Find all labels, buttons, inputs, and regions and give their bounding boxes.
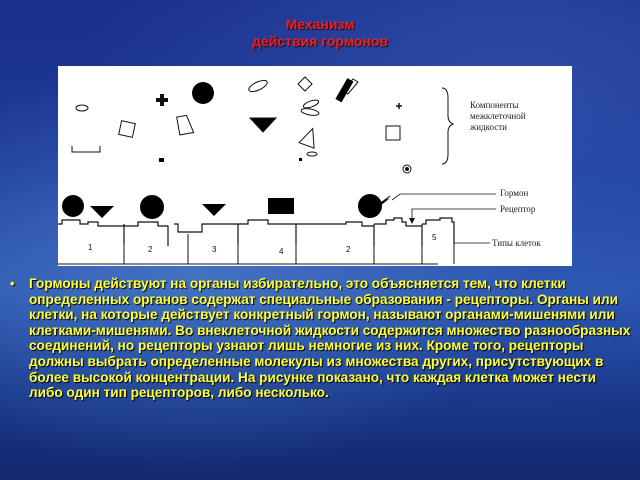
bracket-shape [72,146,100,152]
cell-membrane [58,218,454,246]
cell-walls [124,224,454,264]
hormone-circle-1 [62,195,84,217]
cell-number-5: 2 [346,245,351,254]
oval-shape-right [301,107,320,116]
body-paragraph: Гормоны действуют на органы избирательно, это объясняется тем, что клетки определенных органов содержат специальные образования - рецепторы. Органы или клетки, на которые действует конкретный гормон, называют органами-мишенями или клетками-мишенями. Во внеклеточной жидкости содержится множество разнообразных соединений, но рецепторы узнают лишь немногие из них. Кроме того, рецепторы должны выбрать определенные молекулы из множества других, присутствующих в более высокой концентрации. На рисунке показано, что каждая клетка может нести либо один тип рецепторов, либо несколько. [29,276,631,401]
label-components-line-3: жидкости [470,122,507,132]
hormone-triangle-2 [202,204,226,216]
square-outline-shape [119,121,136,138]
components-bracket [442,88,453,164]
hormone-triangle-1 [90,206,114,218]
body-text-block [10,276,632,401]
label-components-line-2: межклеточной [470,111,526,121]
tiny-square [299,158,302,161]
tilted-oval-shape [247,78,269,94]
label-receptor: Рецептор [500,204,536,214]
label-hormone: Гормон [500,188,529,198]
bound-hormones [62,194,390,219]
small-oval-shape [76,105,88,111]
slide-title [0,16,640,50]
diamond-shape [298,77,312,91]
small-black-square [159,158,164,162]
small-plus-shape [396,103,402,109]
hormone-label-line [392,194,496,200]
rhombus-outline-shape [177,115,194,135]
black-circle-shape [192,82,214,104]
plus-shape [156,94,168,106]
cell-number-1: 1 [88,243,93,252]
slide-title-line-1: Механизм [285,16,355,32]
cell-number-4: 4 [279,247,284,256]
small-pill-shape [302,98,319,109]
hormone-receptor-figure [58,66,572,266]
label-components-line-1: Компоненты [470,100,519,110]
hormone-circle-3 [358,194,382,218]
extracellular-molecules [72,77,411,173]
cell-number-6: 5 [432,233,437,242]
receptor-label-line [412,209,496,223]
receptor-arrow-head [409,218,415,224]
figure-drawing [58,66,572,266]
square-shape-right [386,126,400,140]
bullet-dot-icon: • [10,276,15,291]
slide-title-line-2: действия гормонов [251,33,389,49]
ring-shape-inner [406,168,409,171]
cell-number-2: 2 [148,245,153,254]
small-oval-shape-2 [307,152,317,156]
hormone-circle-2 [140,195,164,219]
hormone-square [268,198,294,214]
label-cell-types: Типы клеток [492,238,541,248]
black-triangle-shape [250,118,276,132]
cell-number-3: 3 [212,245,217,254]
triangle-outline-shape [299,126,320,148]
